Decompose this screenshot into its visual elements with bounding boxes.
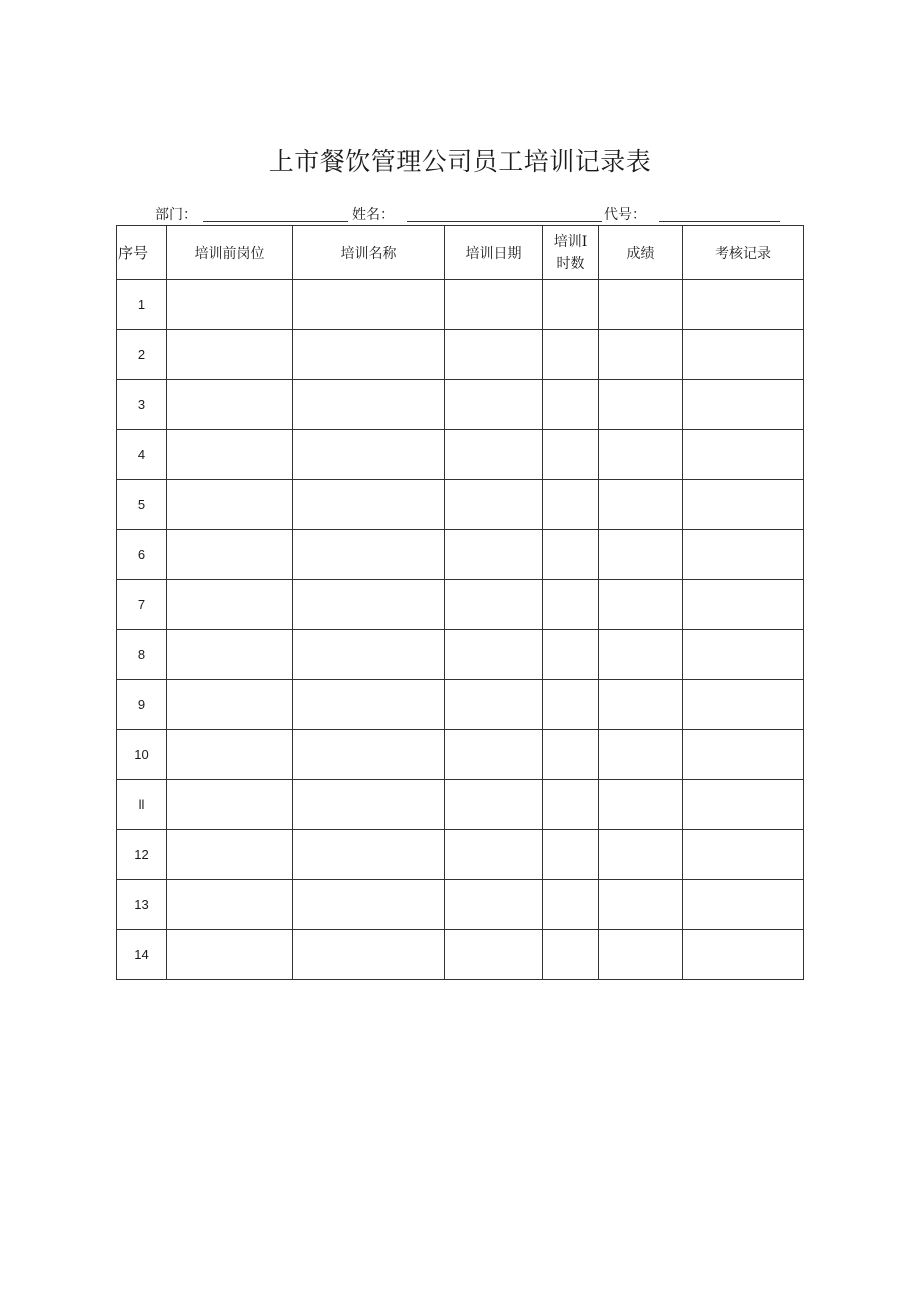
cell-training-date[interactable]	[445, 680, 543, 730]
cell-assessment-record[interactable]	[683, 780, 804, 830]
table-row	[117, 630, 804, 680]
cell-score[interactable]	[599, 880, 683, 930]
cell-training-name[interactable]	[293, 880, 445, 930]
cell-previous-position[interactable]	[167, 830, 293, 880]
cell-score[interactable]	[599, 530, 683, 580]
cell-assessment-record[interactable]	[683, 580, 804, 630]
cell-training-name[interactable]	[293, 430, 445, 480]
cell-training-name[interactable]	[293, 830, 445, 880]
cell-assessment-record[interactable]	[683, 730, 804, 780]
header-training-date: 培训日期	[445, 226, 543, 280]
page-title: 上市餐饮管理公司员工培训记录表	[268, 147, 652, 176]
cell-previous-position[interactable]	[167, 680, 293, 730]
header-training-hours-line2: 时数	[556, 255, 585, 272]
cell-training-hours[interactable]	[543, 630, 599, 680]
cell-training-name[interactable]	[293, 680, 445, 730]
cell-training-name[interactable]	[293, 280, 445, 330]
table-row	[117, 680, 804, 730]
name-field[interactable]	[407, 221, 602, 222]
row-number: 5	[117, 480, 167, 530]
cell-score[interactable]	[599, 330, 683, 380]
department-field[interactable]	[203, 221, 348, 222]
cell-training-name[interactable]	[293, 330, 445, 380]
table-row	[117, 330, 804, 380]
cell-training-date[interactable]	[445, 580, 543, 630]
cell-training-hours[interactable]	[543, 830, 599, 880]
cell-training-hours[interactable]	[543, 880, 599, 930]
cell-assessment-record[interactable]	[683, 480, 804, 530]
cell-training-name[interactable]	[293, 580, 445, 630]
cell-previous-position[interactable]	[167, 580, 293, 630]
row-number: ll	[117, 780, 167, 830]
cell-training-hours[interactable]	[543, 780, 599, 830]
cell-training-date[interactable]	[445, 280, 543, 330]
cell-assessment-record[interactable]	[683, 380, 804, 430]
row-number: 7	[117, 580, 167, 630]
table-row	[117, 780, 804, 830]
name-label: 姓名：	[352, 207, 394, 223]
header-row	[117, 226, 804, 280]
cell-score[interactable]	[599, 830, 683, 880]
cell-training-date[interactable]	[445, 530, 543, 580]
cell-training-name[interactable]	[293, 630, 445, 680]
cell-previous-position[interactable]	[167, 630, 293, 680]
table-row	[117, 580, 804, 630]
cell-training-hours[interactable]	[543, 580, 599, 630]
cell-score[interactable]	[599, 480, 683, 530]
cell-assessment-record[interactable]	[683, 880, 804, 930]
cell-training-hours[interactable]	[543, 280, 599, 330]
cell-training-date[interactable]	[445, 630, 543, 680]
cell-previous-position[interactable]	[167, 380, 293, 430]
cell-score[interactable]	[599, 580, 683, 630]
cell-training-date[interactable]	[445, 930, 543, 980]
cell-training-hours[interactable]	[543, 930, 599, 980]
cell-training-date[interactable]	[445, 780, 543, 830]
cell-training-hours[interactable]	[543, 730, 599, 780]
header-training-hours	[543, 226, 599, 280]
row-number: 12	[117, 830, 167, 880]
cell-training-name[interactable]	[293, 780, 445, 830]
row-number: 2	[117, 330, 167, 380]
code-label: 代号：	[604, 207, 646, 223]
row-number: 6	[117, 530, 167, 580]
cell-score[interactable]	[599, 930, 683, 980]
cell-score[interactable]	[599, 630, 683, 680]
cell-score[interactable]	[599, 380, 683, 430]
cell-training-name[interactable]	[293, 730, 445, 780]
row-number: 14	[117, 930, 167, 980]
cell-training-hours[interactable]	[543, 380, 599, 430]
cell-previous-position[interactable]	[167, 530, 293, 580]
header-training-name: 培训名称	[293, 226, 445, 280]
table-row	[117, 480, 804, 530]
cell-score[interactable]	[599, 680, 683, 730]
cell-assessment-record[interactable]	[683, 930, 804, 980]
cell-score[interactable]	[599, 430, 683, 480]
cell-training-hours[interactable]	[543, 330, 599, 380]
cell-assessment-record[interactable]	[683, 830, 804, 880]
cell-training-hours[interactable]	[543, 530, 599, 580]
table-row	[117, 730, 804, 780]
cell-score[interactable]	[599, 730, 683, 780]
cell-training-hours[interactable]	[543, 680, 599, 730]
header-previous-position: 培训前岗位	[167, 226, 293, 280]
cell-score[interactable]	[599, 280, 683, 330]
cell-training-name[interactable]	[293, 480, 445, 530]
header-seq: 序号	[117, 226, 167, 280]
cell-assessment-record[interactable]	[683, 330, 804, 380]
cell-assessment-record[interactable]	[683, 630, 804, 680]
table-row	[117, 530, 804, 580]
cell-training-date[interactable]	[445, 330, 543, 380]
cell-previous-position[interactable]	[167, 280, 293, 330]
cell-training-date[interactable]	[445, 480, 543, 530]
cell-training-date[interactable]	[445, 730, 543, 780]
cell-assessment-record[interactable]	[683, 680, 804, 730]
table-row	[117, 280, 804, 330]
cell-training-name[interactable]	[293, 530, 445, 580]
cell-assessment-record[interactable]	[683, 280, 804, 330]
cell-score[interactable]	[599, 780, 683, 830]
row-number: 10	[117, 730, 167, 780]
cell-training-date[interactable]	[445, 880, 543, 930]
row-number: 13	[117, 880, 167, 930]
cell-previous-position[interactable]	[167, 430, 293, 480]
row-number: 8	[117, 630, 167, 680]
table-row	[117, 380, 804, 430]
cell-training-hours[interactable]	[543, 430, 599, 480]
cell-assessment-record[interactable]	[683, 530, 804, 580]
cell-previous-position[interactable]	[167, 930, 293, 980]
training-record-table	[116, 225, 804, 980]
table-row	[117, 830, 804, 880]
cell-training-name[interactable]	[293, 380, 445, 430]
cell-assessment-record[interactable]	[683, 430, 804, 480]
row-number: 9	[117, 680, 167, 730]
cell-training-date[interactable]	[445, 830, 543, 880]
header-score: 成绩	[599, 226, 683, 280]
cell-training-date[interactable]	[445, 380, 543, 430]
cell-previous-position[interactable]	[167, 730, 293, 780]
cell-previous-position[interactable]	[167, 880, 293, 930]
cell-training-name[interactable]	[293, 930, 445, 980]
cell-previous-position[interactable]	[167, 330, 293, 380]
row-number: 3	[117, 380, 167, 430]
row-number: 4	[117, 430, 167, 480]
code-field[interactable]	[659, 221, 780, 222]
department-label: 部门：	[155, 207, 197, 223]
cell-previous-position[interactable]	[167, 480, 293, 530]
table-row	[117, 880, 804, 930]
header-assessment-record: 考核记录	[683, 226, 804, 280]
cell-previous-position[interactable]	[167, 780, 293, 830]
cell-training-hours[interactable]	[543, 480, 599, 530]
header-training-hours-line1: 培训Ⅰ	[553, 233, 588, 250]
table-row	[117, 930, 804, 980]
table-row	[117, 430, 804, 480]
row-number: 1	[117, 280, 167, 330]
cell-training-date[interactable]	[445, 430, 543, 480]
